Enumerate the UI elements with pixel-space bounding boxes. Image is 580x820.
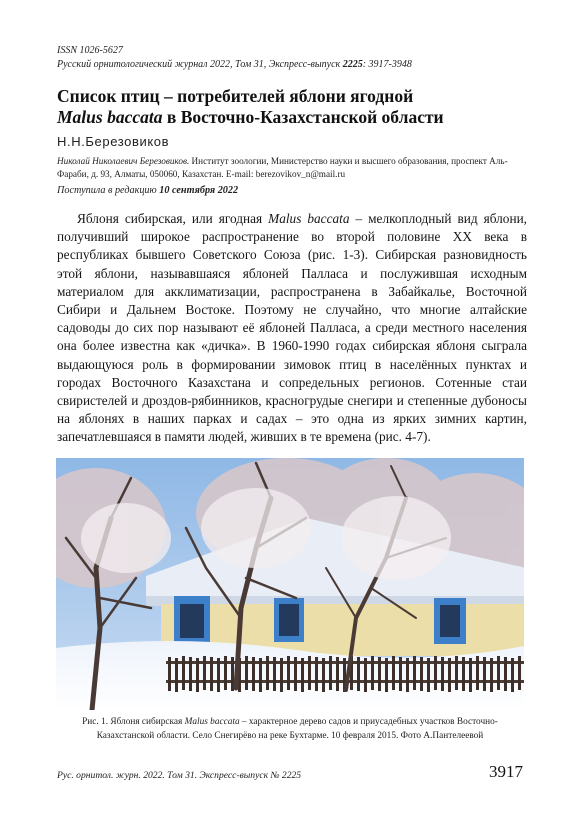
paragraph-text-start: Яблоня сибирская, или ягодная [77,211,269,226]
affiliation-author: Николай Николаевич Березовиков. [57,156,190,166]
title-line-2 [57,107,527,128]
figure-photo [56,458,524,710]
journal-header [57,44,412,72]
title-latin-name: Malus baccata [57,107,163,127]
received-date-value: 10 сентября 2022 [156,185,239,196]
author-name: Н.Н.Березовиков [57,134,170,149]
received-label: Поступила в редакцию [57,185,157,196]
title-line-2-rest: в Восточно-Казахстанской области [162,107,444,127]
paragraph-latin-name: Malus baccata [268,211,350,226]
journal-name: Русский орнитологический журнал 2022, Том 31, Экспресс-выпуск [57,59,341,70]
title-line-1: Список птиц – потребителей яблони ягодной [57,86,414,106]
page-range: : 3917-3948 [362,59,412,70]
footer-citation: Рус. орнитол. журн. 2022. Том 31. Экспресс-выпуск № 2225 [57,770,302,781]
figure-caption [70,716,510,743]
issue-number: 2225 [342,59,363,70]
journal-citation [57,58,412,72]
received-date [57,185,238,196]
caption-rest: – характерное дерево садов и приусадебных участков Восточно-Казахстанской области. Село Снегирёво на реке Бухтарме. 10 февраля 2015. Фото А.Пантелеевой [96,717,498,741]
article-title [57,86,527,128]
caption-latin-name: Malus baccata [184,717,240,727]
caption-start: Рис. 1. Яблоня сибирская [82,717,185,727]
affiliation-text: Институт зоологии, Министерство науки и высшего образования, проспект Аль-Фараби, д. 93, Алматы, 050060, Казахстан. E-mail: berezovikov_n@mail.ru [57,156,508,179]
body-paragraph [57,210,527,447]
issn: ISSN 1026-5627 [57,45,123,56]
paragraph-text-rest: – мелкоплодный вид яблони, получивший широкое распространение во второй половине XX века в республиках бывшего Советского Союза (рис. 1-3). Сибирская разновидность этой яблони, называвшаяся яблоней Палласа и послужившая исходным материалом для акклиматизации, распространена в Забайкалье, Восточной Сибири и Дальнем Востоке. Поэтому не случайно, что многие алтайские садоводы до сих пор называют её яблоней Палласа, а среди местного населения она более известна как «дичка». В 1960-1990 годах сибирская яблоня сыграла выдающуюся роль в формировании зимовок птиц в населённых пунктах и городах Восточного Казахстана и сопредельных регионов. Сотенные стаи свиристелей и дроздов-рябинников, красногрудые снегири и степенные дубоносы на яблонях в наших парках и садах – это одна из ярких зимних картин, запечатлевшаяся в памяти людей, живших в те времена (рис. 4-7). [57,211,528,445]
author-affiliation [57,155,527,181]
page-number: 3917 [489,762,523,781]
